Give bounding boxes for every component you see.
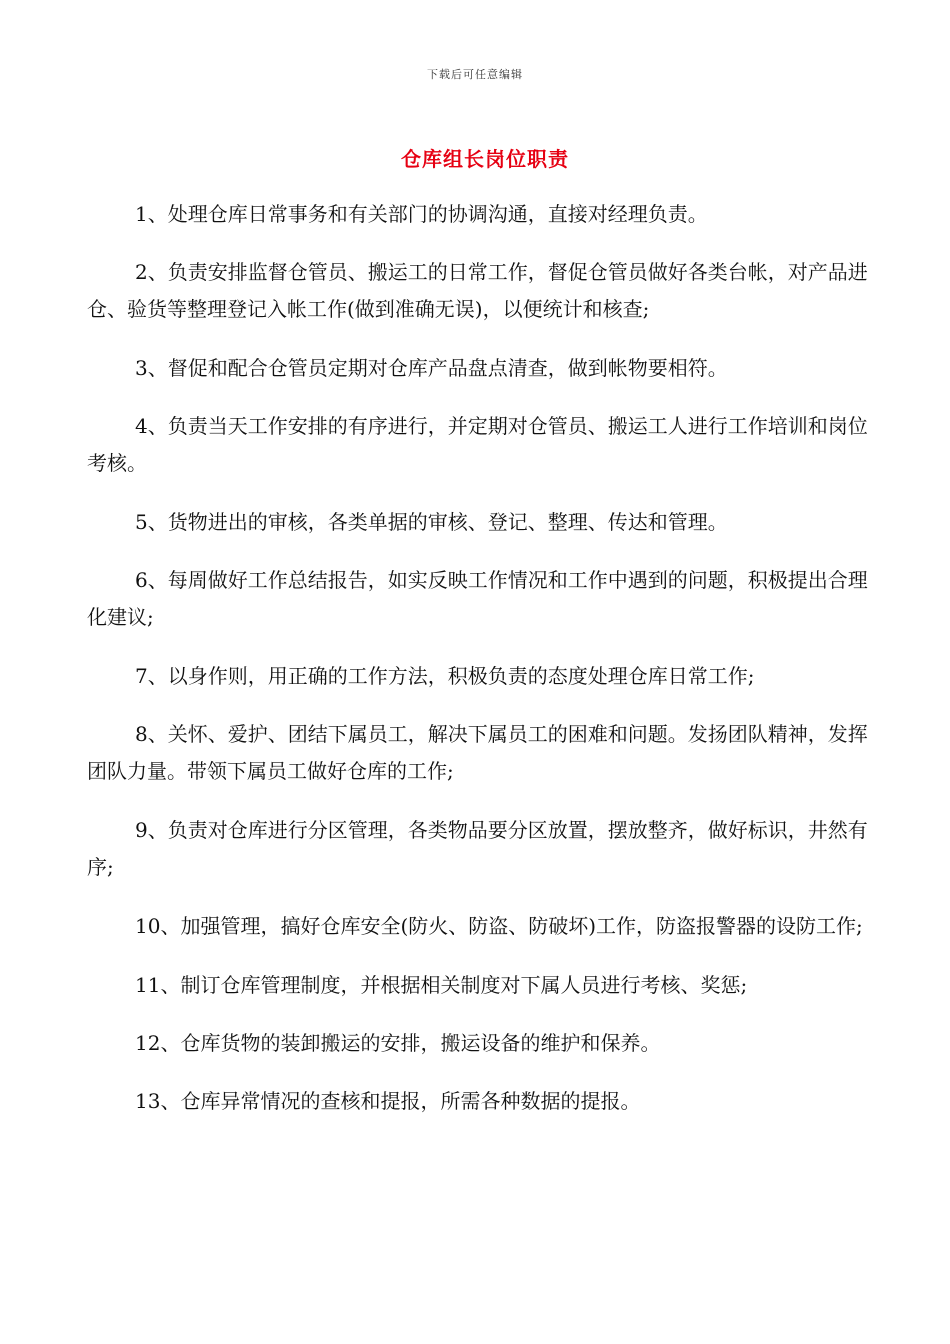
duty-item-13: 13、仓库异常情况的查核和提报，所需各种数据的提报。 (135, 1089, 641, 1113)
duty-item-8: 8、关怀、爱护、团结下属员工，解决下属员工的困难和问题。发扬团队精神，发挥团队力量。带领下属员工做好仓库的工作; (87, 722, 868, 783)
duty-item-6: 6、每周做好工作总结报告，如实反映工作情况和工作中遇到的问题，积极提出合理化建议; (87, 568, 868, 629)
duty-item-4: 4、负责当天工作安排的有序进行，并定期对仓管员、搬运工人进行工作培训和岗位考核。 (87, 414, 868, 475)
duty-item-3: 3、督促和配合仓管员定期对仓库产品盘点清查，做到帐物要相符。 (135, 356, 728, 380)
document-body (87, 196, 877, 1141)
duty-item-10: 10、加强管理，搞好仓库安全(防火、防盗、防破坏)工作，防盗报警器的设防工作; (135, 914, 863, 938)
duty-item-9: 9、负责对仓库进行分区管理，各类物品要分区放置，摆放整齐，做好标识，井然有序; (87, 818, 868, 879)
duty-item-1: 1、处理仓库日常事务和有关部门的协调沟通，直接对经理负责。 (135, 202, 708, 226)
document-title: 仓库组长岗位职责 (401, 147, 569, 171)
duty-item-12: 12、仓库货物的装卸搬运的安排，搬运设备的维护和保养。 (135, 1031, 661, 1055)
duty-item-2: 2、负责安排监督仓管员、搬运工的日常工作，督促仓管员做好各类台帐，对产品进仓、验货等整理登记入帐工作(做到准确无误)，以便统计和核查; (87, 260, 868, 321)
duty-item-5: 5、货物进出的审核，各类单据的审核、登记、整理、传达和管理。 (135, 510, 728, 534)
header-watermark: 下载后可任意编辑 (427, 68, 523, 81)
duty-item-11: 11、制订仓库管理制度，并根据相关制度对下属人员进行考核、奖惩; (135, 973, 748, 997)
duty-item-7: 7、以身作则，用正确的工作方法，积极负责的态度处理仓库日常工作; (135, 664, 755, 688)
